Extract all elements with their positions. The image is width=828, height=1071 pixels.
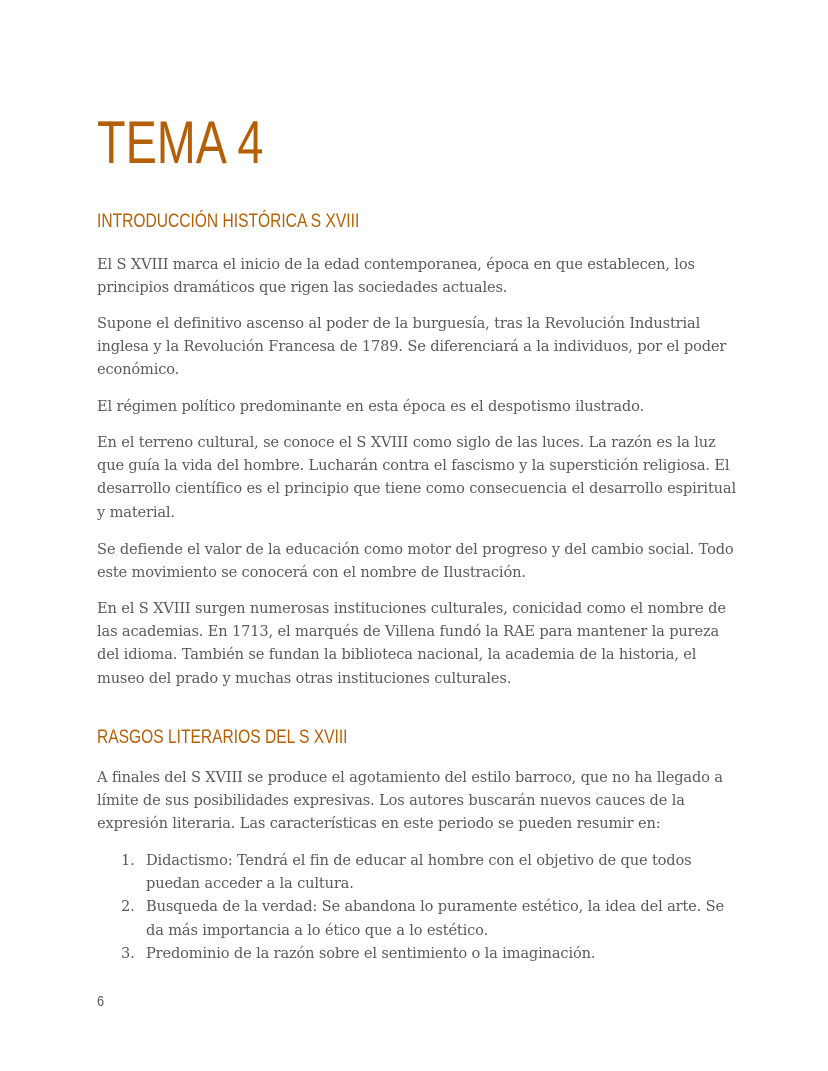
paragraph: Se defiende el valor de la educación como motor del progreso y del cambio social. Todo este movimiento se conocerá con el nombre de Ilustración. — [97, 541, 734, 582]
list-item-number: 2. — [121, 898, 135, 916]
list-item-text: Busqueda de la verdad: Se abandona lo puramente estético, la idea del arte. Se da más importancia a lo ético que a lo estético. — [146, 898, 724, 939]
list-item-text: Predominio de la razón sobre el sentimiento o la imaginación. — [146, 944, 596, 962]
list-item-number: 3. — [121, 944, 135, 962]
list-item — [97, 895, 737, 941]
list-item-text: Didactismo: Tendrá el fin de educar al hombre con el objetivo de que todos puedan acceder a la cultura. — [146, 852, 692, 893]
paragraph: A finales del S XVIII se produce el agotamiento del estilo barroco, que no ha llegado a límite de sus posibilidades expresivas. Los autores buscarán nuevos cauces de la expresión literaria. Las características en este periodo se pueden resumir en: — [97, 769, 723, 833]
page-title: TEMA 4 — [97, 109, 264, 176]
paragraph: Supone el definitivo ascenso al poder de la burguesía, tras la Revolución Industrial inglesa y la Revolución Francesa de 1789. Se diferenciará a la individuos, por el poder económico. — [97, 315, 727, 379]
paragraph: En el terreno cultural, se conoce el S XVIII como siglo de las luces. La razón es la luz que guía la vida del hombre. Lucharán contra el fascismo y la superstición religiosa. El desarrollo científico es el principio que tiene como consecuencia el desarrollo espiritual y material. — [97, 434, 736, 521]
list-item-number: 1. — [121, 852, 135, 869]
paragraph: El régimen político predominante en esta época es el despotismo ilustrado. — [97, 398, 644, 415]
page-number: 6 — [97, 993, 105, 1010]
list-item — [97, 849, 737, 895]
section-heading-rasgos: RASGOS LITERARIOS DEL S XVIII — [97, 727, 348, 748]
characteristics-list — [97, 849, 737, 965]
paragraph: El S XVIII marca el inicio de la edad contemporanea, época en que establecen, los principios dramáticos que rigen las sociedades actuales. — [97, 256, 695, 297]
paragraph: En el S XVIII surgen numerosas instituciones culturales, conicidad como el nombre de las academias. En 1713, el marqués de Villena fundó la RAE para mantener la pureza del idioma. También se fundan la biblioteca nacional, la academia de la historia, el museo del prado y muchas otras instituciones culturales. — [97, 600, 726, 687]
list-item — [97, 942, 737, 965]
section-heading-introduccion: INTRODUCCIÓN HISTÓRICA S XVIII — [97, 211, 360, 232]
